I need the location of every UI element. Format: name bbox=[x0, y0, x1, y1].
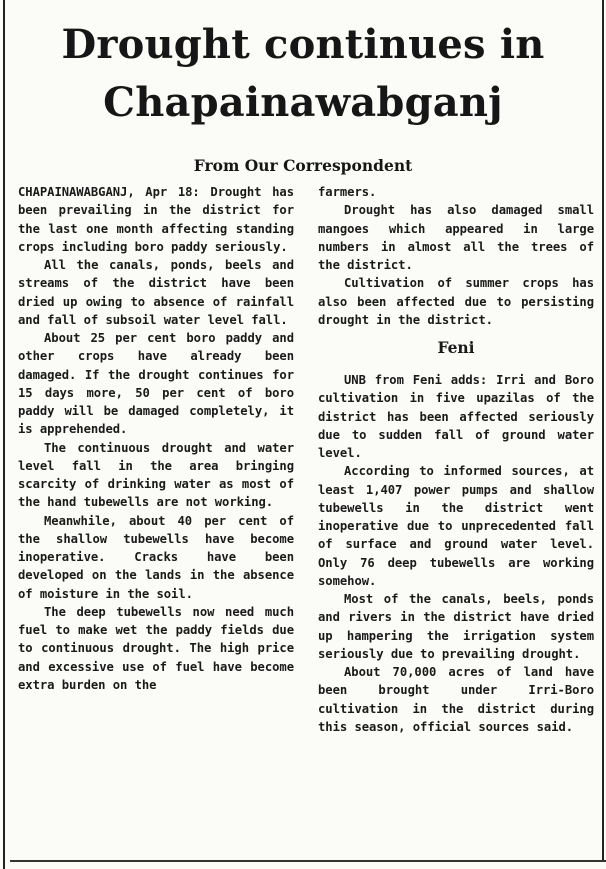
paragraph: Drought has also damaged small mangoes which appeared in large numbers in almost all the trees of the district. bbox=[318, 203, 594, 272]
paragraph: The deep tubewells now need much fuel to make wet the paddy fields due to continuous drought. The high price and excessive use of fuel have become extra burden on the bbox=[18, 604, 294, 692]
paragraph: CHAPAINAWABGANJ, Apr 18: Drought has been prevailing in the district for the last one month affecting standing crops including boro paddy seriously. bbox=[18, 185, 294, 254]
article-column-2 bbox=[318, 183, 594, 736]
paragraph: UNB from Feni adds: Irri and Boro cultivation in five upazilas of the district has been affected seriously due to sudden fall of ground water level. bbox=[318, 373, 594, 460]
paragraph: About 70,000 acres of land have been brought under Irri-Boro cultivation in the district during this season, official sources said. bbox=[318, 665, 594, 734]
left-border-rule bbox=[3, 0, 5, 869]
section-subhead: Feni bbox=[437, 338, 475, 357]
paragraph: According to informed sources, at least 1,407 power pumps and shallow tubewells in the district went inoperative due to unprecedented fall of surface and ground water level. Only 76 deep tubewells are working somehow. bbox=[318, 464, 594, 588]
article-column-1 bbox=[18, 183, 294, 694]
paragraph: Most of the canals, beels, ponds and rivers in the district have dried up hampering the irrigation system seriously due to prevailing drought. bbox=[318, 592, 594, 661]
bottom-border-rule bbox=[10, 860, 606, 862]
paragraph: The continuous drought and water level fall in the area bringing scarcity of drinking water as most of the hand tubewells are not working. bbox=[18, 440, 294, 510]
headline: Drought continues in Chapainawabganj bbox=[61, 21, 545, 126]
paragraph: Cultivation of summer crops has also been affected due to persisting drought in the district. bbox=[318, 276, 594, 327]
paragraph: farmers. bbox=[318, 185, 377, 199]
paragraph: Meanwhile, about 40 per cent of the shallow tubewells have become inoperative. Cracks have been developed on the lands in the absence of moisture in the soil. bbox=[18, 513, 294, 601]
paragraph: All the canals, ponds, beels and streams of the district have been dried up owing to absence of rainfall and fall of subsoil water level fall. bbox=[18, 258, 294, 327]
byline: From Our Correspondent bbox=[193, 156, 413, 175]
right-border-rule bbox=[602, 0, 604, 860]
paragraph: About 25 per cent boro paddy and other crops have already been damaged. If the drought continues for 15 days more, 50 per cent of boro paddy will be damaged completely, it is apprehended. bbox=[18, 331, 294, 437]
